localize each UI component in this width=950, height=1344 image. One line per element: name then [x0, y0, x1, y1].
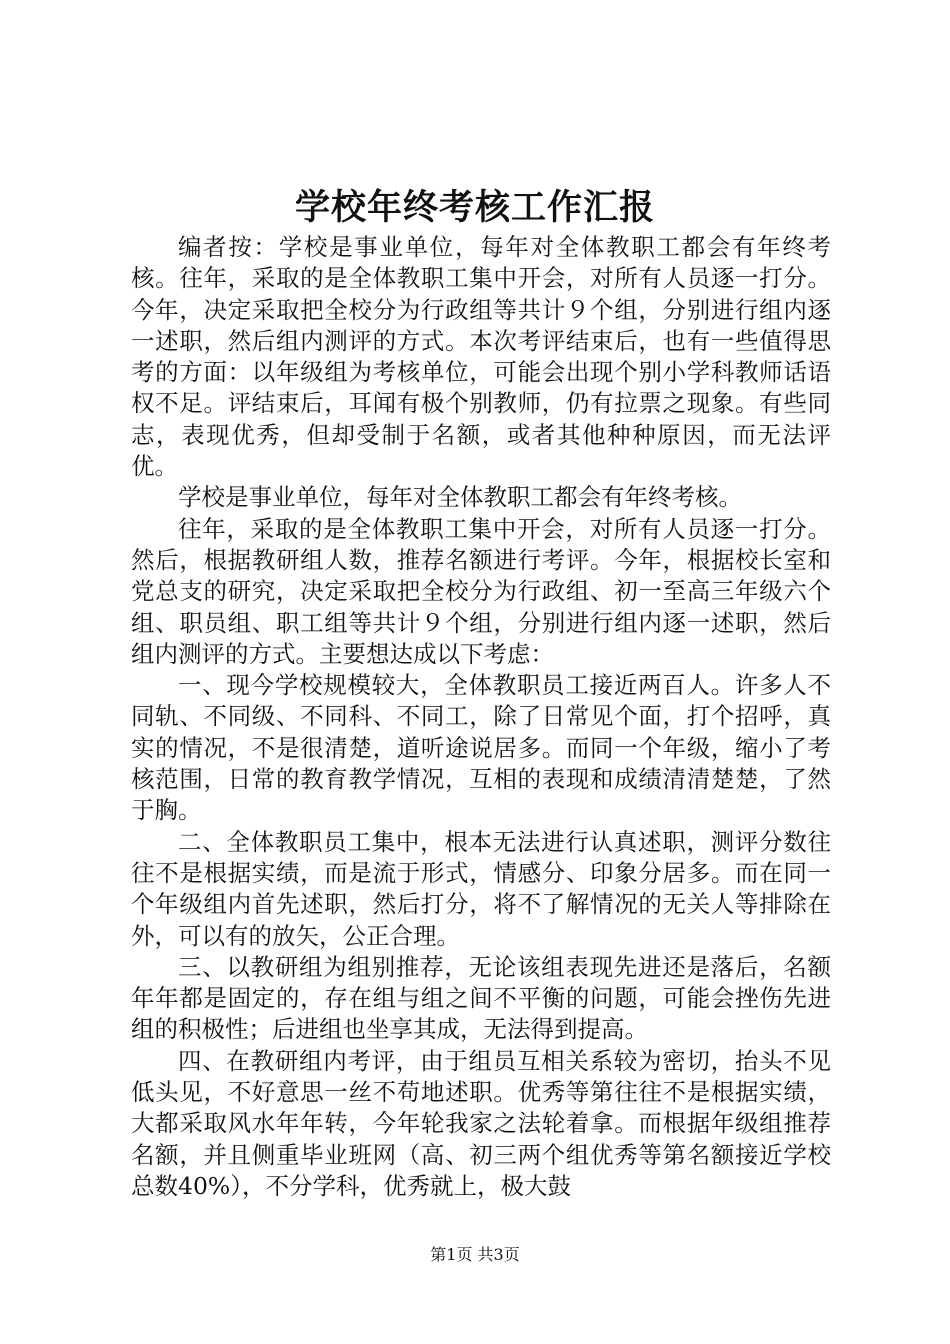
body-paragraph: 一、现今学校规模较大，全体教职员工接近两百人。许多人不同轨、不同级、不同科、不同工，除了日常见个面，打个招呼，真实的情况，不是很清楚，道听途说居多。而同一个年级，缩小了考核范围，日常的教育教学情况，互相的表现和成绩清清楚楚，了然于胸。: [131, 671, 831, 825]
body-paragraph: 往年，采取的是全体教职工集中开会，对所有人员逐一打分。然后，根据教研组人数，推荐名额进行考评。今年，根据校长室和党总支的研究，决定采取把全校分为行政组、初一至高三年级六个组、职员组、职工组等共计９个组，分别进行组内逐一述职，然后组内测评的方式。主要想达成以下考虑：: [131, 514, 831, 668]
page-footer: 第1页 共3页: [430, 1245, 520, 1264]
body-paragraph: 二、全体教职员工集中，根本无法进行认真述职，测评分数往往不是根据实绩，而是流于形式，情感分、印象分居多。而在同一个年级组内首先述职，然后打分，将不了解情况的无关人等排除在外，可以有的放矢，公正合理。: [131, 827, 831, 950]
document-title: 学校年终考核工作汇报: [294, 187, 655, 228]
document-body: [131, 232, 831, 1202]
body-paragraph: 学校是事业单位，每年对全体教职工都会有年终考核。: [178, 483, 742, 512]
editor-note-paragraph: 编者按：学校是事业单位，每年对全体教职工都会有年终考核。往年，采取的是全体教职工集中开会，对所有人员逐一打分。今年，决定采取把全校分为行政组等共计９个组，分别进行组内逐一述职，然后组内测评的方式。本次考评结束后，也有一些值得思考的方面：以年级组为考核单位，可能会出现个别小学科教师话语权不足。评结束后，耳闻有极个别教师，仍有拉票之现象。有些同志，表现优秀，但却受制于名额，或者其他种种原因，而无法评优。: [131, 233, 831, 481]
body-paragraph: 三、以教研组为组别推荐，无论该组表现先进还是落后，名额年年都是固定的，存在组与组之间不平衡的问题，可能会挫伤先进组的积极性；后进组也坐享其成，无法得到提高。: [131, 952, 831, 1044]
body-paragraph: 四、在教研组内考评，由于组员互相关系较为密切，抬头不见低头见，不好意思一丝不苟地述职。优秀等第往往不是根据实绩，大都采取风水年年转，今年轮我家之法轮着拿。而根据年级组推荐名额，并且侧重毕业班网（高、初三两个组优秀等第名额接近学校总数40%），不分学科，优秀就上，极大鼓: [131, 1046, 831, 1200]
